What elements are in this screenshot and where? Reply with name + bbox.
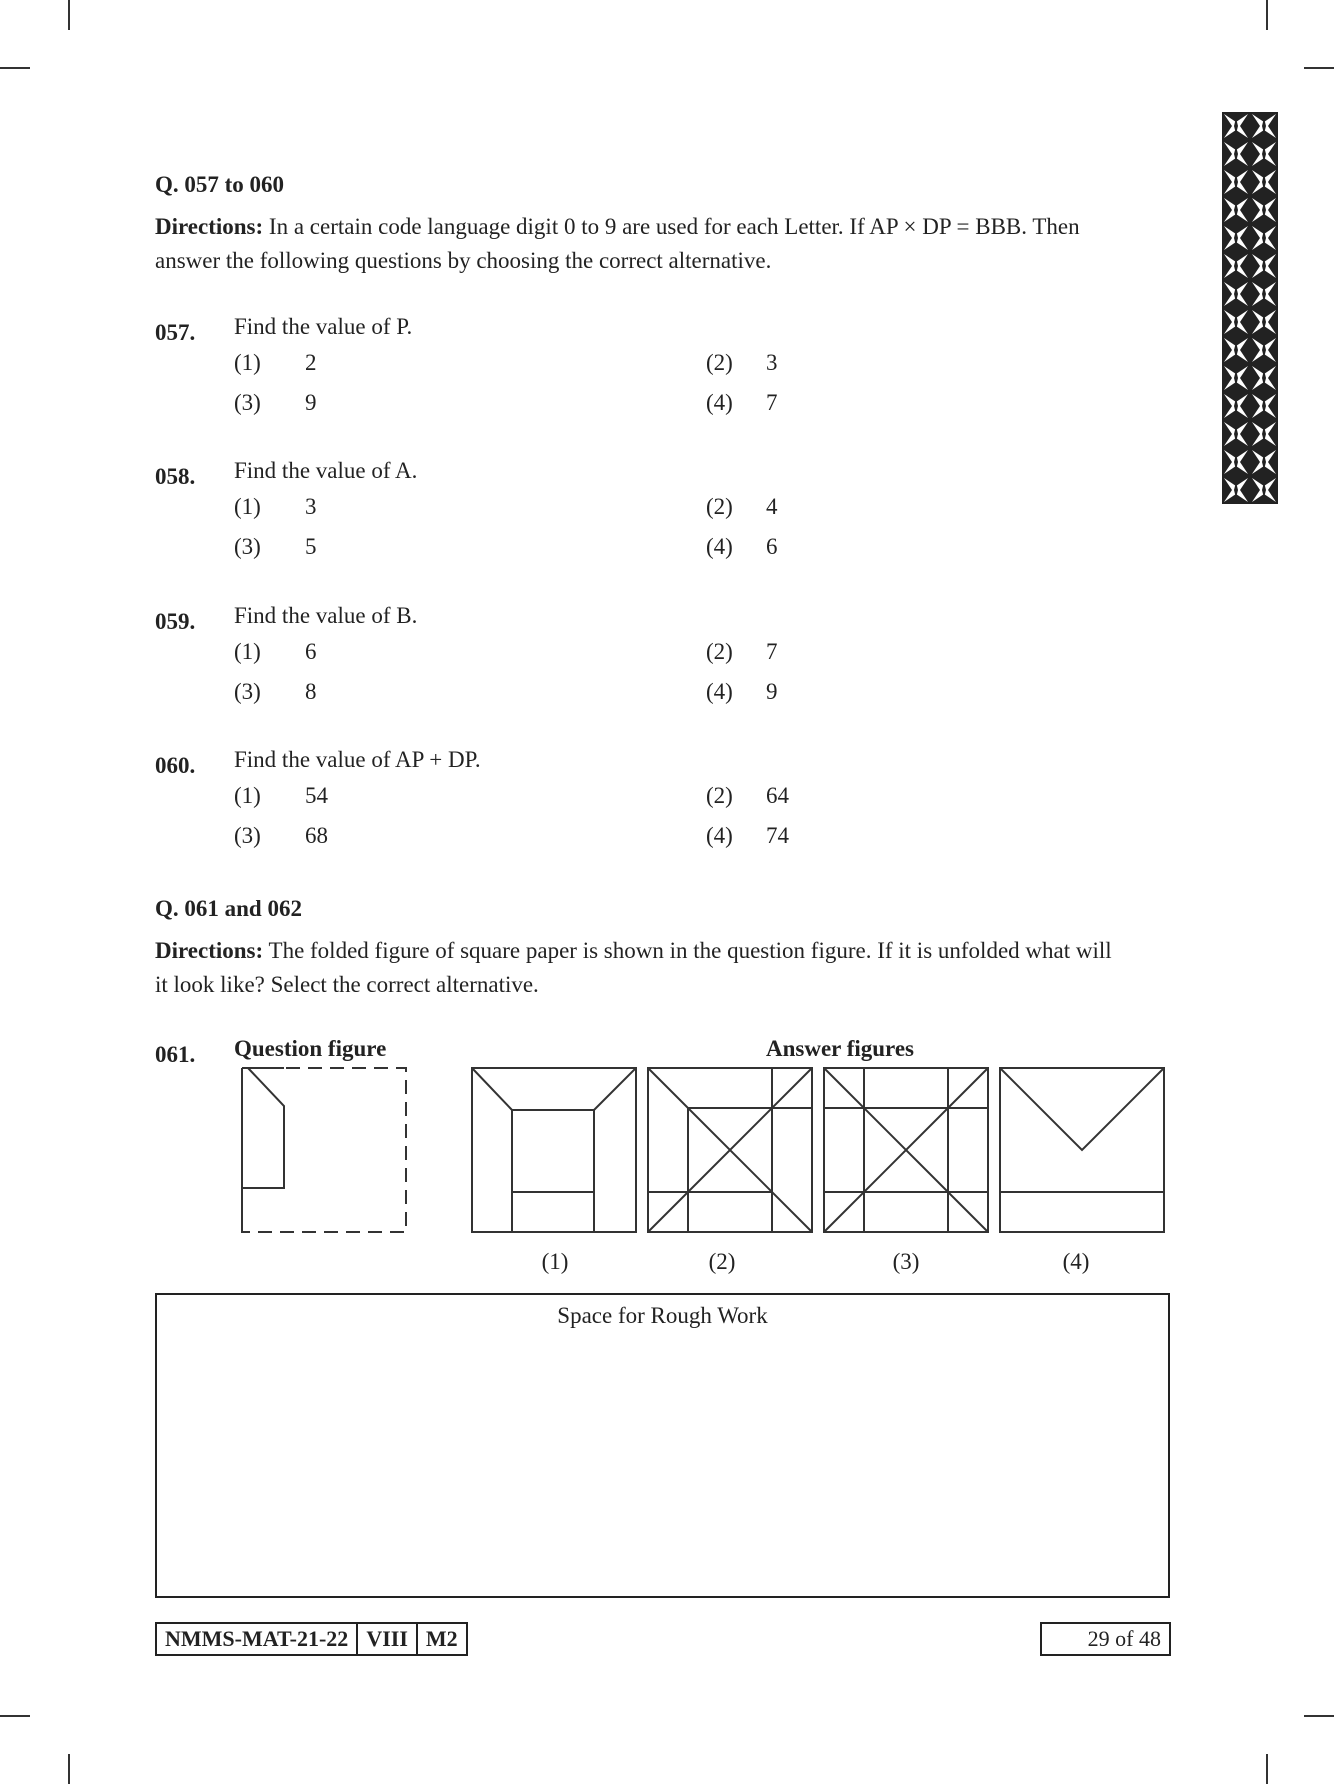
option-label: (1) [234,350,261,375]
option-value[interactable]: 4 [766,494,778,519]
directions-text: answer the following questions by choosing the correct alternative. [155,248,772,273]
option-value[interactable]: 74 [766,823,789,848]
option-label: (4) [706,679,733,704]
directions-label: Directions: [155,938,264,963]
option-label: (3) [234,534,261,559]
option-value[interactable]: 54 [305,783,328,808]
option-label: (2) [706,639,733,664]
option-value[interactable]: 7 [766,390,778,415]
footer-code: NMMS-MAT-21-22 [165,1626,349,1651]
question-figure-label: Question figure [234,1036,387,1061]
directions-text: it look like? Select the correct alternative. [155,972,539,997]
question-number: 060. [155,753,196,778]
crop-mark [0,1715,30,1717]
answer-label: (3) [892,1249,920,1274]
rough-work-title: Space for Rough Work [557,1303,768,1328]
option-value[interactable]: 6 [766,534,778,559]
option-value[interactable]: 9 [305,390,317,415]
directions-text: The folded figure of square paper is shown in the question figure. If it is unfolded what will [268,938,1112,963]
footer-set: M2 [416,1624,466,1654]
option-value[interactable]: 7 [766,639,778,664]
option-label: (4) [706,823,733,848]
answer-figure-1 [470,1066,638,1234]
crop-mark [68,0,70,30]
option-label: (2) [706,494,733,519]
answer-label: (4) [1062,1249,1090,1274]
option-label: (1) [234,639,261,664]
crop-mark [1304,1715,1334,1717]
question-number: 059. [155,609,196,634]
directions-label: Directions: [155,214,264,239]
answer-figure-2 [646,1066,814,1234]
option-value[interactable]: 3 [766,350,778,375]
answer-label: (1) [541,1249,569,1274]
option-label: (3) [234,823,261,848]
page-number: 29 of 48 [1040,1622,1171,1656]
footer-class: VIII [356,1624,416,1654]
answer-label: (2) [708,1249,736,1274]
option-value[interactable]: 9 [766,679,778,704]
option-label: (3) [234,390,261,415]
crop-mark [1266,1754,1268,1784]
section-header: Q. 057 to 060 [155,172,285,197]
question-figure [238,1064,414,1236]
question-number: 057. [155,320,196,345]
option-value[interactable]: 5 [305,534,317,559]
crop-mark [68,1754,70,1784]
option-label: (2) [706,350,733,375]
crop-mark [0,67,30,69]
answer-figure-3 [822,1066,990,1234]
option-value[interactable]: 3 [305,494,317,519]
question-number: 058. [155,464,196,489]
crop-mark [1266,0,1268,30]
option-label: (4) [706,534,733,559]
answer-figure-4 [998,1066,1166,1234]
option-label: (1) [234,783,261,808]
question-text: Find the value of AP + DP. [234,747,481,772]
question-text: Find the value of A. [234,458,418,483]
directions [155,934,1175,1002]
rough-work-box [155,1293,1170,1598]
option-value[interactable]: 6 [305,639,317,664]
side-pattern-decoration [1222,112,1278,504]
answer-figures-label: Answer figures [766,1036,915,1061]
option-value[interactable]: 8 [305,679,317,704]
option-label: (4) [706,390,733,415]
question-text: Find the value of B. [234,603,418,628]
question-number: 061. [155,1042,196,1067]
directions-text: In a certain code language digit 0 to 9 are used for each Letter. If AP × DP = BBB. Then [268,214,1080,239]
question-text: Find the value of P. [234,314,413,339]
option-label: (2) [706,783,733,808]
crop-mark [1304,67,1334,69]
option-label: (3) [234,679,261,704]
option-label: (1) [234,494,261,519]
footer-code-box [155,1622,468,1656]
option-value[interactable]: 2 [305,350,317,375]
section-header: Q. 061 and 062 [155,896,302,921]
directions [155,210,1175,278]
option-value[interactable]: 64 [766,783,789,808]
option-value[interactable]: 68 [305,823,328,848]
